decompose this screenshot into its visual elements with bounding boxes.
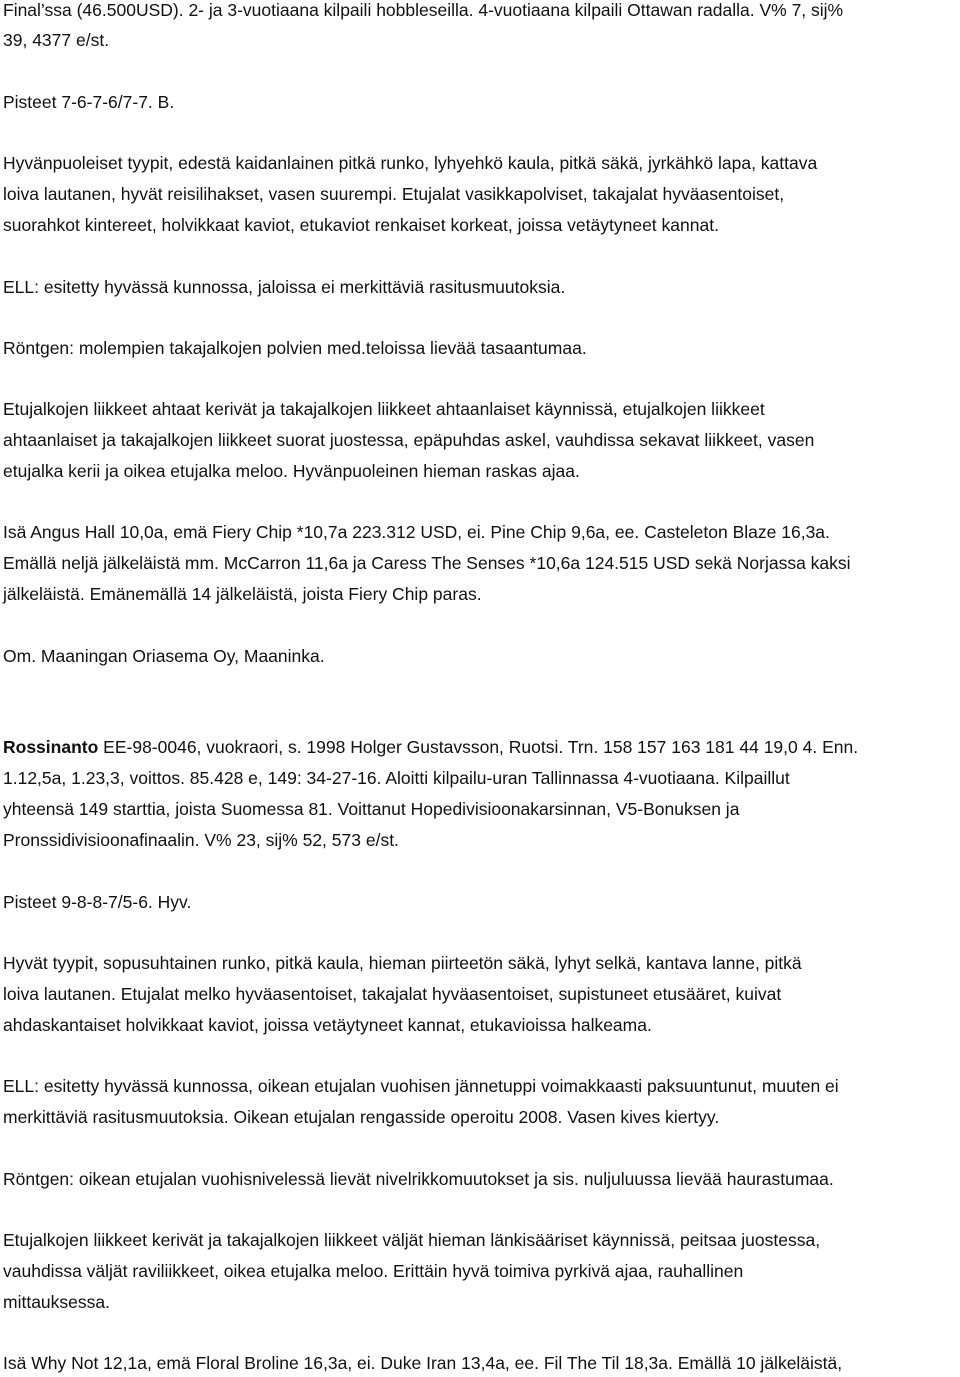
text-line: suorahkot kintereet, holvikkaat kaviot, etukaviot renkaiset korkeat, joissa vetäytyneet kannat. bbox=[3, 215, 719, 235]
text-line: 1.12,5a, 1.23,3, voittos. 85.428 e, 149: 34-27-16. Aloitti kilpailu-uran Tallinnassa 4-vuotiaana. Kilpaillut bbox=[3, 768, 790, 788]
text-line: Etujalkojen liikkeet kerivät ja takajalkojen liikkeet väljät hieman länkisääriset käynnissä, peitsaa juostessa, bbox=[3, 1230, 821, 1250]
vet-exam-line: ELL: esitetty hyvässä kunnossa, oikean etujalan vuohisen jännetuppi voimakkaasti paksuuntunut, muuten ei bbox=[3, 1076, 839, 1096]
text-line: Final’ssa (46.500USD). 2- ja 3-vuotiaana kilpaili hobbleseilla. 4-vuotiaana kilpaili Ottawan radalla. V% 7, sij% bbox=[3, 0, 844, 20]
text-line: ahtaanlaiset ja takajalkojen liikkeet suorat juostessa, epäpuhdas askel, vauhdissa sekavat liikkeet, vasen bbox=[3, 430, 815, 450]
text-line: Hyvät tyypit, sopusuhtainen runko, pitkä kaula, hieman piirteetön säkä, lyhyt selkä, kantava lanne, pitkä bbox=[3, 953, 802, 973]
text-line: Pronssidivisioonafinaalin. V% 23, sij% 52, 573 e/st. bbox=[3, 830, 399, 850]
horse-intro-line bbox=[3, 736, 858, 758]
points-line: Pisteet 9-8-8-7/5-6. Hyv. bbox=[3, 892, 192, 912]
text-segment: EE-98-0046, vuokraori, s. 1998 Holger Gustavsson, Ruotsi. Trn. 158 157 163 181 44 19,0 4. Enn. bbox=[98, 737, 859, 757]
text-line: ahdaskantaiset holvikkaat kaviot, joissa vetäytyneet kannat, etukavioissa halkeama. bbox=[3, 1015, 652, 1035]
text-line: Etujalkojen liikkeet ahtaat kerivät ja takajalkojen liikkeet ahtaanlaiset käynnissä, etujalkojen liikkeet bbox=[3, 399, 765, 419]
pedigree-line: jälkeläistä. Emänemällä 14 jälkeläistä, joista Fiery Chip paras. bbox=[3, 584, 482, 604]
text-line: Hyvänpuoleiset tyypit, edestä kaidanlainen pitkä runko, lyhyehkö kaula, pitkä säkä, jyrkähkö lapa, kattava bbox=[3, 153, 818, 173]
points-line: Pisteet 7-6-7-6/7-7. B. bbox=[3, 92, 175, 112]
pedigree-line: Isä Angus Hall 10,0a, emä Fiery Chip *10,7a 223.312 USD, ei. Pine Chip 9,6a, ee. Casteleton Blaze 16,3a. bbox=[3, 522, 830, 542]
text-line: 39, 4377 e/st. bbox=[3, 30, 110, 50]
text-segment: Etujalat vasikkapolviset, takajalat hyväasentoiset, bbox=[396, 184, 785, 204]
horse-name: Rossinanto bbox=[3, 737, 99, 757]
text-line: mittauksessa. bbox=[3, 1292, 110, 1312]
text-line: etujalka kerii ja oikea etujalka meloo. Hyvänpuoleinen hieman raskas ajaa. bbox=[3, 461, 580, 481]
pedigree-line: Isä Why Not 12,1a, emä Floral Broline 16,3a, ei. Duke Iran 13,4a, ee. Fil The Til 18,3a. Emällä 10 jälkeläistä, bbox=[3, 1353, 843, 1373]
text-line bbox=[3, 183, 784, 205]
owner-line: Om. Maaningan Oriasema Oy, Maaninka. bbox=[3, 646, 325, 666]
text-line: loiva lautanen. Etujalat melko hyväasentoiset, takajalat hyväasentoiset, supistuneet etusääret, kuivat bbox=[3, 984, 782, 1004]
text-line: yhteensä 149 starttia, joista Suomessa 81. Voittanut Hopedivisioonakarsinnan, V5-Bonuksen ja bbox=[3, 799, 740, 819]
text-line: vauhdissa väljät raviliikkeet, oikea etujalka meloo. Erittäin hyvä toimiva pyrkivä ajaa, rauhallinen bbox=[3, 1261, 744, 1281]
text-segment: loiva lautanen, hyvät reisilihakset, vasen suurempi. bbox=[3, 184, 397, 204]
xray-line: Röntgen: molempien takajalkojen polvien med.teloissa lievää tasaantumaa. bbox=[3, 338, 587, 358]
pedigree-line: Emällä neljä jälkeläistä mm. McCarron 11,6a ja Caress The Senses *10,6a 124.515 USD sekä Norjassa kaksi bbox=[3, 553, 851, 573]
vet-exam-line: ELL: esitetty hyvässä kunnossa, jaloissa ei merkittäviä rasitusmuutoksia. bbox=[3, 277, 566, 297]
vet-exam-line: merkittäviä rasitusmuutoksia. Oikean etujalan rengasside operoitu 2008. Vasen kives kiertyy. bbox=[3, 1107, 720, 1127]
xray-line: Röntgen: oikean etujalan vuohisnivelessä lievät nivelrikkomuutokset ja sis. nuljuluussa lievää haurastumaa. bbox=[3, 1169, 834, 1189]
